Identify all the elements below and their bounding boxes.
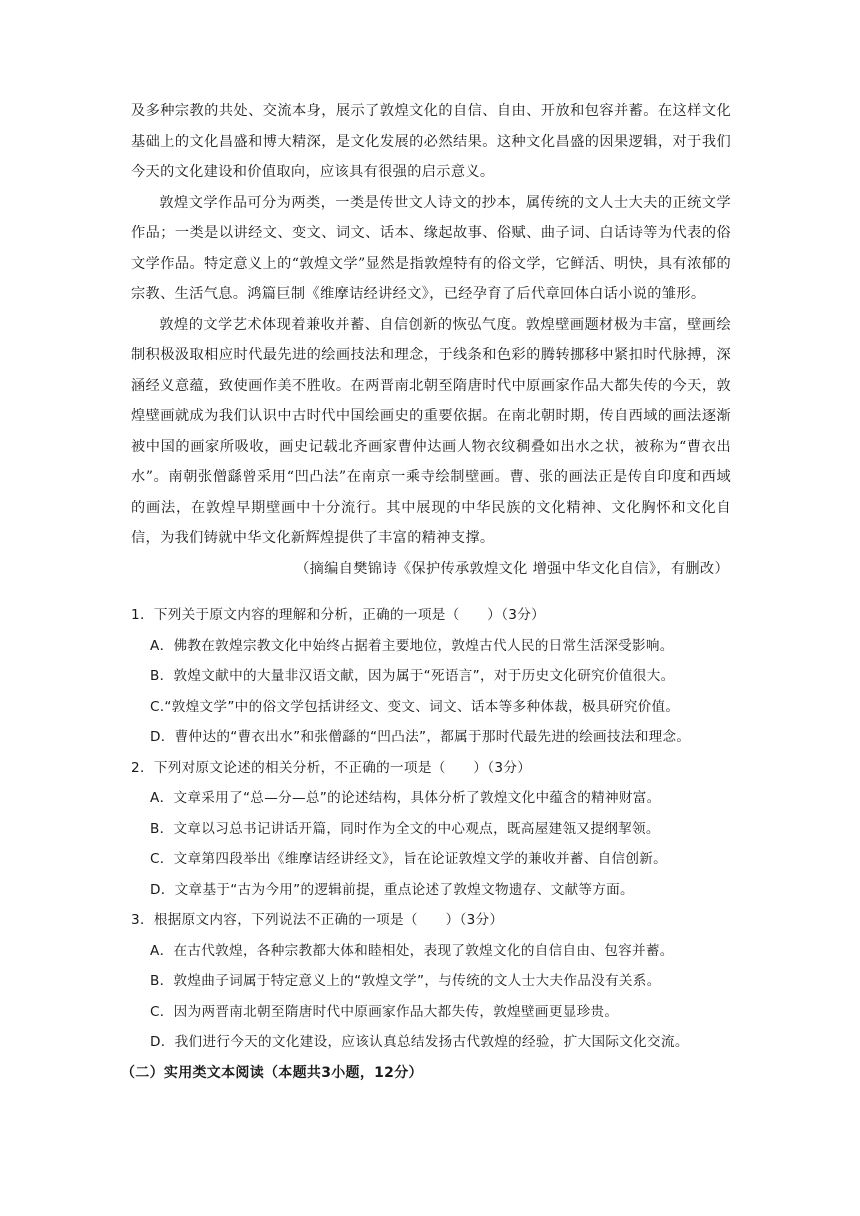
question-option: A．文章采用了“总—分—总”的论述结构，具体分析了敦煌文化中蕴含的精神财富。 [150, 790, 661, 806]
passage-source: （摘编自樊锦诗《保护传承敦煌文化 增强中华文化自信》，有删改） [295, 560, 729, 577]
question-option: A．在古代敦煌，各种宗教都大体和睦相处，表现了敦煌文化的自信自由、包容并蓄。 [150, 942, 674, 959]
question-stem: 3．根据原文内容，下列说法不正确的一项是（ ）（3分） [131, 912, 504, 928]
question-option: D．曹仲达的“曹衣出水”和张僧繇的“凹凸法”，都属于那时代最先进的绘画技法和理念。 [150, 729, 691, 745]
question-stem: 2．下列对原文论述的相关分析，不正确的一项是（ ）（3分） [131, 759, 532, 776]
questions-block [121, 600, 731, 1088]
passage-paragraph: 敦煌的文学艺术体现着兼收并蓄、自信创新的恢弘气度。敦煌壁画题材极为丰富，壁画绘制积极汲取相应时代最先进的绘画技法和理念，于线条和色彩的腾转挪移中紧扣时代脉搏，深涵经义意蕴，致使画作美不胜收。在两晋南北朝至隋唐时代中原画家作品大都失传的今天，敦煌壁画就成为我们认识中古时代中国绘画史的重要依据。在南北朝时期，传自西域的画法逐渐被中国的画家所吸收，画史记载北齐画家曹仲达画人物衣纹稠叠如出水之状，被称为“曹衣出水”。南朝张僧繇曾采用“凹凸法”在南京一乘寺绘制壁画。曹、张的画法正是传自印度和西域的画法，在敦煌早期壁画中十分流行。其中展现的中华民族的文化精神、文化胸怀和文化自信，为我们铸就中华文化新辉煌提供了丰富的精神支撑。 [131, 316, 731, 546]
passage-body [131, 96, 731, 584]
section-heading: （二）实用类文本阅读（本题共3小题，12分） [121, 1064, 423, 1081]
passage-paragraph: 及多种宗教的共处、交流本身，展示了敦煌文化的自信、自由、开放和包容并蓄。在这样文化基础上的文化昌盛和博大精深，是文化发展的必然结果。这种文化昌盛的因果逻辑，对于我们今天的文化建设和价值取向，应该具有很强的启示意义。 [131, 103, 731, 180]
question-option: B．敦煌文献中的大量非汉语文献，因为属于“死语言”，对于历史文化研究价值很大。 [150, 668, 675, 684]
question-stem: 1．下列关于原文内容的理解和分析，正确的一项是（ ）（3分） [131, 607, 546, 623]
question-option: D．我们进行今天的文化建设，应该认真总结发扬古代敦煌的经验，扩大国际文化交流。 [150, 1034, 689, 1050]
question-option: D．文章基于“古为今用”的逻辑前提，重点论述了敦煌文物遗存、文献等方面。 [150, 881, 634, 898]
question-option: C.“敦煌文学”中的俗文学包括讲经文、变文、词文、话本等多种体裁，极具研究价值。 [150, 698, 680, 715]
question-option: B．文章以习总书记讲话开篇，同时作为全文的中心观点，既高屋建瓴又提纲挈领。 [150, 820, 660, 837]
passage-paragraph: 敦煌文学作品可分为两类，一类是传世文人诗文的抄本，属传统的文人士大夫的正统文学作品；一类是以讲经文、变文、词文、话本、缘起故事、俗赋、曲子词、白话诗等为代表的俗文学作品。特定意义上的“敦煌文学”显然是指敦煌特有的俗文学，它鲜活、明快，具有浓郁的宗教、生活气息。鸿篇巨制《维摩诘经讲经文》，已经孕育了后代章回体白话小说的雏形。 [131, 194, 731, 302]
question-option: C．因为两晋南北朝至隋唐时代中原画家作品大都失传，敦煌壁画更显珍贵。 [150, 1003, 619, 1020]
question-option: A．佛教在敦煌宗教文化中始终占据着主要地位，敦煌古代人民的日常生活深受影响。 [150, 637, 674, 654]
question-option: B．敦煌曲子词属于特定意义上的“敦煌文学”，与传统的文人士大夫作品没有关系。 [150, 973, 661, 989]
question-option: C．文章第四段举出《维摩诘经讲经文》，旨在论证敦煌文学的兼收并蓄、自信创新。 [150, 851, 668, 867]
